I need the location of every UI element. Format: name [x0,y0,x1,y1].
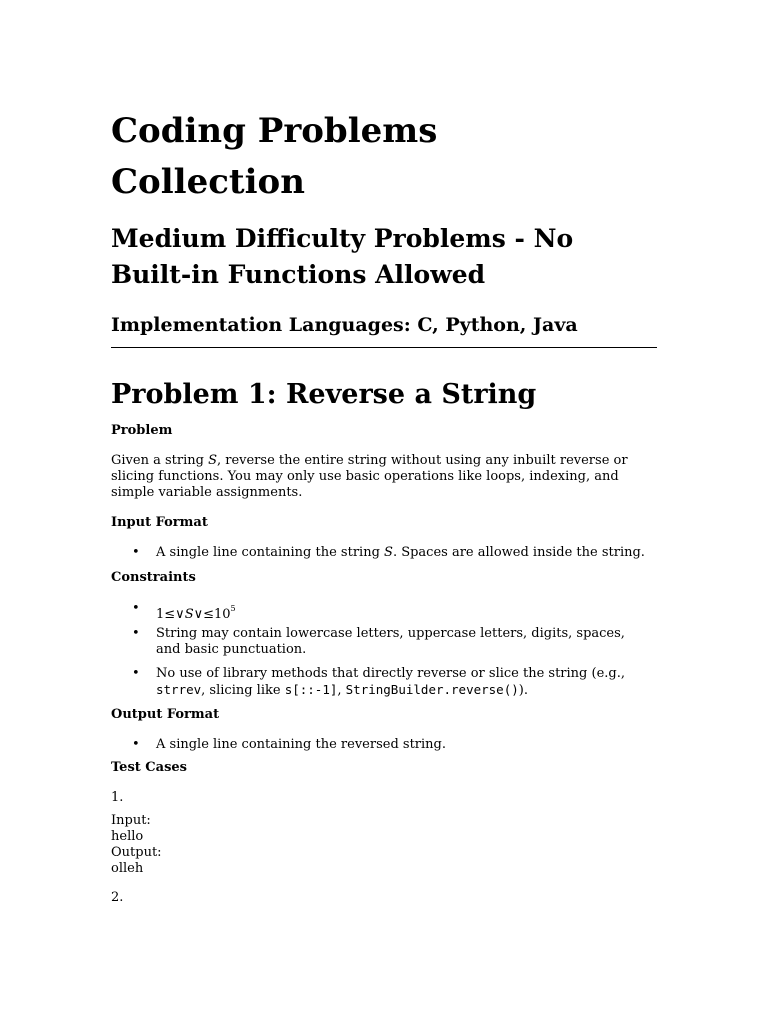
output-format-label: Output Format [111,707,220,722]
input-format-label: Input Format [111,515,208,530]
document-title-line1: Coding Problems [111,111,438,151]
constraint-item-characters [156,626,657,658]
code-stringbuilder-reverse: StringBuilder.reverse() [345,682,519,697]
test-case-number: 1. [111,790,124,805]
bullet-text: , slicing like [201,683,285,698]
string-variable: S [384,545,393,560]
test-case-number: 2. [111,890,124,905]
document-title [111,106,657,208]
problem-label: Problem [111,423,173,438]
horizontal-rule [111,347,657,348]
bullet-text: . Spaces are allowed inside the string. [392,545,645,560]
test-case-input-value: hello [111,829,144,844]
code-strrev: strrev [156,682,202,697]
constraint-item-no-library [156,666,657,699]
bullet-text: , [337,683,346,698]
input-format-item [156,545,657,561]
output-format-item: • A single line containing the reversed string. [156,737,657,753]
bullet-text: A single line containing the string [156,545,385,560]
statement-text: Given a string [111,453,209,468]
test-case-input-label: Input: [111,813,151,828]
document-subtitle [111,221,657,293]
string-variable: S [208,453,217,468]
statement-text: slicing functions. You may only use basic operations like loops, indexing, and [111,469,619,484]
bullet-text: String may contain lowercase letters, uppercase letters, digits, spaces, [156,626,625,641]
document-title-line2: Collection [111,162,305,202]
implementation-languages: Implementation Languages: C, Python, Java [111,314,578,336]
test-case-output-value: olleh [111,861,144,876]
document-subtitle-line2: Built-in Functions Allowed [111,260,486,289]
constraints-label: Constraints [111,570,196,585]
statement-text: , reverse the entire string without using any inbuilt reverse or [216,453,628,468]
bullet-text: and basic punctuation. [156,642,307,657]
statement-text: simple variable assignments. [111,485,303,500]
problem-title: Problem 1: Reverse a String [111,379,537,410]
problem-statement [111,453,657,501]
bullet-text: No use of library methods that directly reverse or slice the string (e.g., [156,666,625,681]
code-slice: s[::-1] [284,682,338,697]
constraint-item-length [156,601,657,623]
test-cases-label: Test Cases [111,760,187,775]
length-constraint-formula: $1\le\vee S\vee\le 10^5$ [156,604,236,622]
test-case-output-label: Output: [111,845,162,860]
bullet-text: ). [518,683,528,698]
document-subtitle-line1: Medium Difficulty Problems - No [111,224,574,253]
